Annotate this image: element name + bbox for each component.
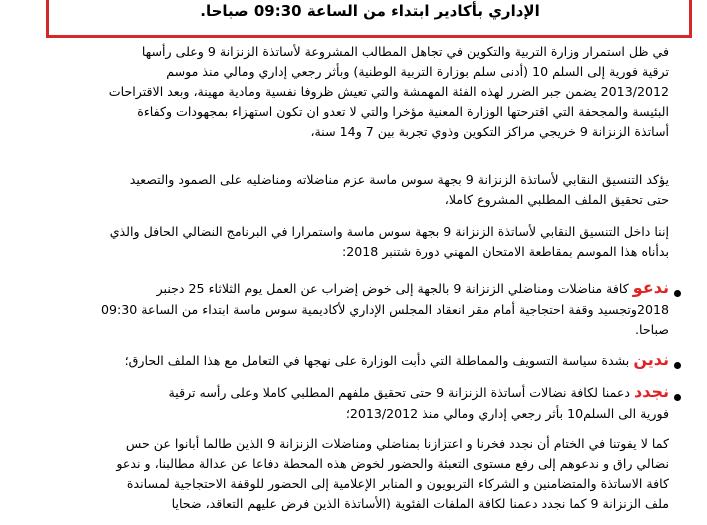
keyword-nadin: ندين <box>633 350 669 369</box>
bullet-1-text: كافة مناضلات ومناضلي الزنزانة 9 بالجهة إلى خوض إضراب عن العمل يوم الثلاثاء 25 دجنبر <box>156 281 629 296</box>
keyword-nujaddid: نجدد <box>634 382 669 401</box>
p1-line-1: في ظل استمرار وزارة التربية والتكوين في تجاهل المطالب المشروعة لأساتذة الزنزانة 9 وعلى رأسها <box>141 44 669 59</box>
p3-line-1: إننا داخل التنسيق النقابي لأساتذة الزنزانة 9 بجهة سوس ماسة واستمرارا في البرنامج النضالي الحافل والذي <box>109 224 669 239</box>
bullet-1-line-3: صباحا. <box>635 322 669 337</box>
header-title-line: الإداري بأكادير ابتداء من الساعة 09:30 صباحا. <box>200 2 540 20</box>
p1-line-2: ترقية فورية إلى السلم 10 (أدنى سلم بوزارة التربية الوطنية) وبأثر رجعي إداري ومالي منذ موسم <box>166 64 669 79</box>
p4-line-3: كافة الاساتذة والمتضامنين و الشركاء التربويون و المنابر الإعلامية إلى الحضور للوقفة الاحتجاجية لمساندة <box>126 476 669 491</box>
p2-line-1: يؤكد التنسيق النقابي لأساتذة الزنزانة 9 بجهة سوس ماسة عزم مناضلاته ومناضليه على الصمود والتصعيد <box>129 172 669 187</box>
p3-line-2: بدأناه هذا الموسم بمقاطعة الامتحان المهني دورة شتنبر 2018: <box>342 244 669 259</box>
bullet-2-text: بشدة سياسة التسويف والمماطلة التي دأبت الوزارة على نهجها في التعامل مع هذا الملف الحارق؛ <box>124 353 630 368</box>
p2-line-2: حتى تحقيق الملف المطلبي المشروع كاملا، <box>444 192 669 207</box>
bullet-1-line-1 <box>157 278 669 299</box>
bullet-dot <box>674 362 681 369</box>
bullet-2-line-1 <box>125 350 669 371</box>
p4-line-2: نضالي راق و ندعوهم إلى رفع مستوى التعبئة والحضور لخوض هذه المحطة دفاعا عن عدالة مطالبنا، و ندعو <box>116 456 669 471</box>
p1-line-5: أساتذة الزنزانة 9 خريجي مراكز التكوين وذوي تجربة بين 7 و14 سنة، <box>310 124 669 139</box>
p1-line-3: 2013/2012 يضمن جبر الضرر لهذه الفئة المهمشة والتي تعيش ظروفا نفسية ومادية مهينة، وبعد الاقتراحات <box>108 84 669 99</box>
bullet-dot <box>674 394 681 401</box>
bullet-3-line-1 <box>169 382 669 403</box>
p4-line-1: كما لا يفوتنا في الختام أن نجدد فخرنا و اعتزازنا بمناضلي ومناضلات الزنزانة 9 الذين طالما أبانوا عن حس <box>125 436 669 451</box>
p4-line-4: ملف الزنزانة 9 كما نجدد دعمنا لكافة الملفات الفئوية (الأساتذة الذين فرض عليهم التعاقد، ضحايا <box>171 496 669 511</box>
bullet-1-line-2: 2018وتجسيد وقفة احتجاجية أمام مقر انعقاد المجلس الإداري لأكاديمية سوس ماسة ابتداء من الساعة 09:30 <box>100 302 669 317</box>
keyword-ndaou: ندعو <box>632 278 669 297</box>
p1-line-4: البئيسة والمجحفة التي اقترحتها الوزارة المعنية مؤخرا والتي لا تعدو ان تكون استهزاء بمجهودات وكفاءة <box>137 104 669 119</box>
bullet-3-text: دعمنا لكافة نضالات أساتذة الزنزانة 9 حتى تحقيق ملفهم المطلبي كاملا وعلى رأسه ترقية <box>168 385 630 400</box>
bullet-3-line-2: فورية الى السلم10 بأثر رجعي إداري ومالي منذ 2013/2012؛ <box>345 406 669 421</box>
bullet-dot <box>674 290 681 297</box>
